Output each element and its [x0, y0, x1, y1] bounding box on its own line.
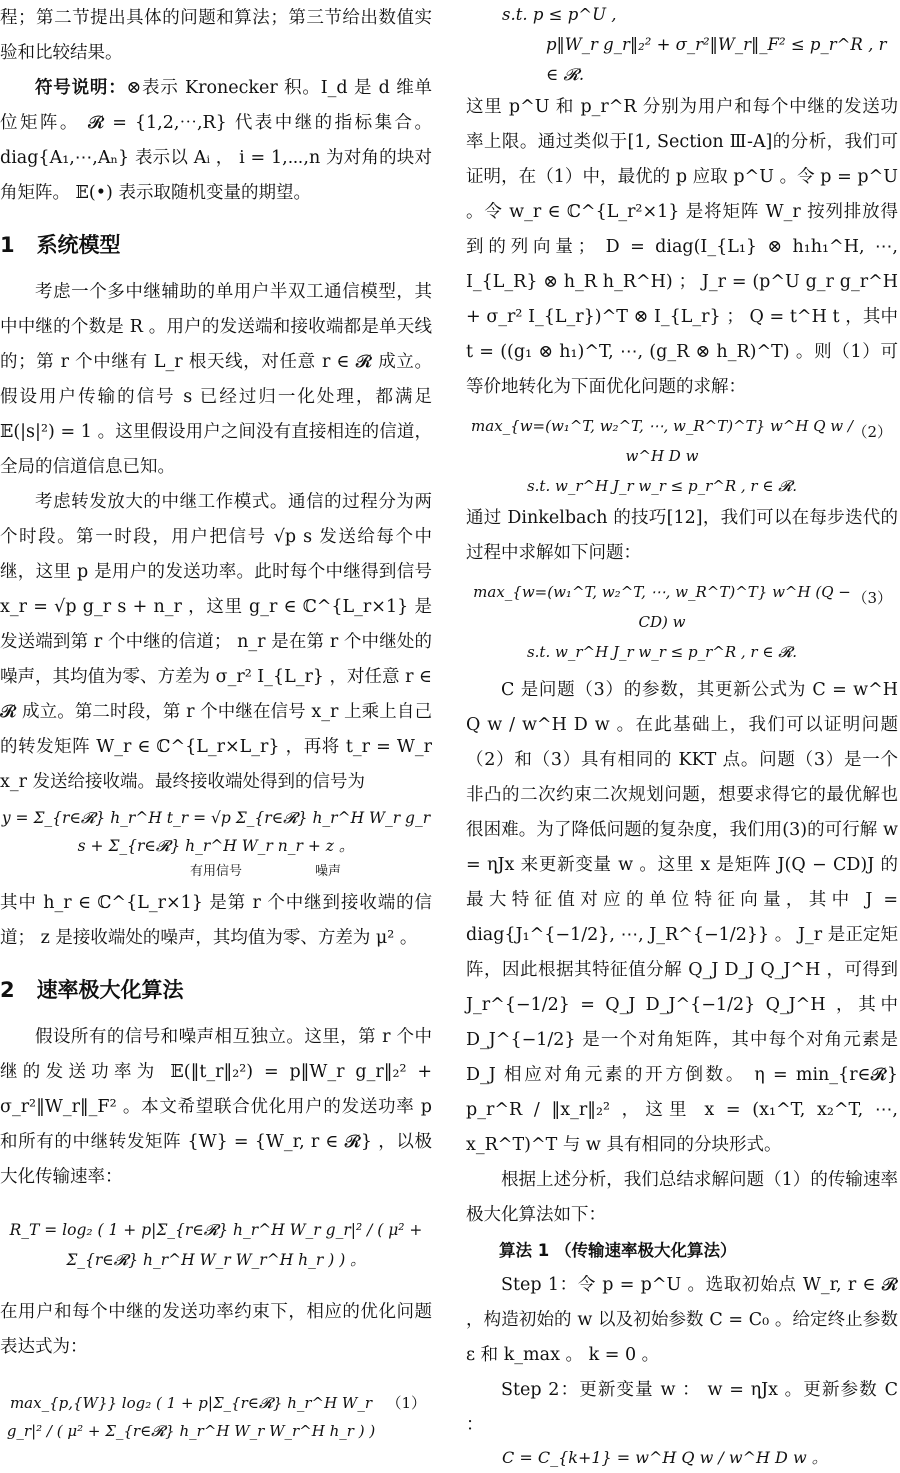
algorithm-step-2: Step 2：更新变量 w ： w = ηJx 。更新参数 C ：	[466, 1380, 898, 1435]
rate-equation: R_T = log₂ ( 1 + p|Σ_{r∈𝓡} h_r^H W_r g_r|² / ( μ² + Σ_{r∈𝓡} h_r^H W_r W_r^H h_r ) ) 。	[9, 1221, 423, 1269]
left-column	[0, 0, 432, 1445]
brace-labels	[0, 860, 432, 886]
system-model-paragraph-1: 考虑一个多中继辅助的单用户半双工通信模型，其中中继的个数是 R 。用户的发送端和接收端都是单天线的；第 r 个中继有 L_r 根天线，对任意 r ∈ 𝓡 成立。假设用户传输的信号 s 已经过归一化处理，都满足 𝔼(|s|²) = 1 。这里假设用户之间没有直接相连的信道，全局的信道信息已知。	[0, 282, 432, 477]
received-signal-equation: y = Σ_{r∈𝓡} h_r^H t_r = √p Σ_{r∈𝓡} h_r^H W_r g_r s + Σ_{r∈𝓡} h_r^H W_r n_r + z 。	[1, 809, 431, 855]
rate-paragraph-2: 在用户和每个中继的发送功率约束下，相应的优化问题表达式为：	[0, 1302, 432, 1357]
algorithm-title: 算法 1 （传输速率极大化算法）	[499, 1241, 737, 1260]
notation-label: 符号说明：	[35, 78, 127, 98]
problem-1-equation	[0, 1389, 432, 1445]
intro-tail: 程；第二节提出具体的问题和算法；第三节给出数值实验和比较结果。	[0, 8, 432, 63]
problem-3-constraint: s.t. w_r^H J_r w_r ≤ p_r^R , r ∈ 𝓡.	[526, 643, 798, 661]
problem-1-body: max_{p,{W}} log₂ ( 1 + p|Σ_{r∈𝓡} h_r^H W_r g_r|² / ( μ² + Σ_{r∈𝓡} h_r^H W_r W_r^H h_r ) )	[6, 1394, 376, 1440]
problem-2-objective: max_{w=(w₁^T, w₂^T, ⋯, w_R^T)^T} w^H Q w / w^H D w	[471, 417, 853, 465]
notation-text: ⊗表示 Kronecker 积。I_d 是 d 维单位矩阵。 𝓡 = {1,2,⋯,R} 代表中继的指标集合。 diag{A₁,⋯,Aₙ} 表示以 Aᵢ ， i = 1,⋯,n 为对角的块对角矩阵。 𝔼(•) 表示取随机变量的期望。	[0, 78, 433, 203]
section-2-heading	[0, 974, 432, 1004]
reformulation-paragraph: 这里 p^U 和 p_r^R 分别为用户和每个中继的发送功率上限。通过类似于[1, Section Ⅲ-A]的分析，我们可证明，在（1）中，最优的 p 应取 p^U 。令 p = p^U 。令 w_r ∈ ℂ^{L_r²×1} 是将矩阵 W_r 按列排放得到的列向量； D = diag(I_{L₁} ⊗ h₁h₁^H, ⋯, I_{L_R} ⊗ h_R h_R^H) ； J_r = (p^U g_r g_r^H + σ_r² I_{L_r})^T ⊗ I_{L_r} ； Q = t^H t ，其中 t = ((g₁ ⊗ h₁)^T, ⋯, (g_R ⊗ h_R)^T) 。则（1）可等价地转化为下面优化问题的求解：	[466, 97, 898, 397]
section-2-title: 速率极大化算法	[36, 978, 184, 1002]
equation-3-number: （3）	[852, 589, 892, 607]
algorithm-step-1: Step 1：令 p = p^U 。选取初始点 W_r, r ∈ 𝓡 ，构造初始的 w 以及初始参数 C = C₀ 。给定终止参数 ε 和 k_max 。 k = 0 。	[466, 1275, 898, 1365]
constraint-line-1: s.t. p ≤ p^U ,	[502, 5, 617, 24]
section-1-heading	[0, 229, 432, 259]
brace-label-useful-signal: 有用信号	[190, 864, 243, 879]
system-model-paragraph-2: 考虑转发放大的中继工作模式。通信的过程分为两个时段。第一时段，用户把信号 √p s 发送给每个中继，这里 p 是用户的发送功率。此时每个中继得到信号 x_r = √p g_r s + n_r ，这里 g_r ∈ ℂ^{L_r×1} 是发送端到第 r 个中继的信道； n_r 是在第 r 个中继处的噪声，其均值为零、方差为 σ_r² I_{L_r} ，对任意 r ∈ 𝓡 成立。第二时段，第 r 个中继在信号 x_r 上乘上自己的转发矩阵 W_r ∈ ℂ^{L_r×L_r} ，再将 t_r = W_r x_r 发送给接收端。最终接收端处得到的信号为	[0, 492, 432, 792]
equation-2-number: （2）	[852, 423, 892, 441]
brace-label-noise: 噪声	[315, 864, 342, 879]
rate-paragraph-1: 假设所有的信号和噪声相互独立。这里，第 r 个中继的发送功率为 𝔼(‖t_r‖₂²) = p‖W_r g_r‖₂² + σ_r²‖W_r‖_F² 。本文希望联合优化用户的发送功率 p 和所有的中继转发矩阵 {W} = {W_r, r ∈ 𝓡} ，以极大化传输速率：	[0, 1027, 432, 1187]
notation-paragraph	[0, 71, 432, 211]
equation-1-number: （1）	[386, 1394, 426, 1412]
problem-2-constraint: s.t. w_r^H J_r w_r ≤ p_r^R , r ∈ 𝓡.	[526, 477, 798, 495]
dinkelbach-paragraph: 通过 Dinkelbach 的技巧[12]，我们可以在每步迭代的过程中求解如下问题：	[466, 508, 898, 563]
step-2-equation: C = C_{k+1} = w^H Q w / w^H D w 。	[502, 1448, 828, 1467]
system-model-paragraph-3: 其中 h_r ∈ ℂ^{L_r×1} 是第 r 个中继到接收端的信道； z 是接收端处的噪声，其均值为零、方差为 μ² 。	[0, 893, 432, 948]
section-2-number: 2	[0, 978, 15, 1002]
problem-3-objective: max_{w=(w₁^T, w₂^T, ⋯, w_R^T)^T} w^H (Q − CD) w	[473, 583, 851, 631]
section-1-title: 系统模型	[36, 233, 121, 257]
problem-2-equation	[466, 411, 898, 501]
summary-paragraph: 根据上述分析，我们总结求解问题（1）的传输速率极大化算法如下：	[466, 1170, 898, 1225]
problem-3-equation	[466, 577, 898, 667]
parameter-paragraph: C 是问题（3）的参数，其更新公式为 C = w^H Q w / w^H D w 。在此基础上，我们可以证明问题（2）和（3）具有相同的 KKT 点。问题（3）是一个非凸的二次约束二次规划问题，想要求得它的最优解也很困难。为了降低问题的复杂度，我们用(3)的可行解 w = ηJx 来更新变量 w 。这里 x 是矩阵 J(Q − CD)J 的最大特征值对应的单位特征向量，其中 J = diag{J₁^{−1/2}, ⋯, J_R^{−1/2}} 。 J_r 是正定矩阵，因此根据其特征值分解 Q_J D_J Q_J^H ，可得到 J_r^{−1/2} = Q_J D_J^{−1/2} Q_J^H ，其中 D_J^{−1/2} 是一个对角矩阵，其中每个对角元素是 D_J 相应对角元素的开方倒数。 η = min_{r∈𝓡} p_r^R / ‖x_r‖₂² ，这里 x = (x₁^T, x₂^T, ⋯, x_R^T)^T 与 w 具有相同的分块形式。	[466, 680, 898, 1155]
constraint-line-2: p‖W_r g_r‖₂² + σ_r²‖W_r‖_F² ≤ p_r^R , r ∈ 𝓡.	[546, 35, 887, 84]
right-column	[466, 0, 898, 1473]
section-1-number: 1	[0, 233, 15, 257]
